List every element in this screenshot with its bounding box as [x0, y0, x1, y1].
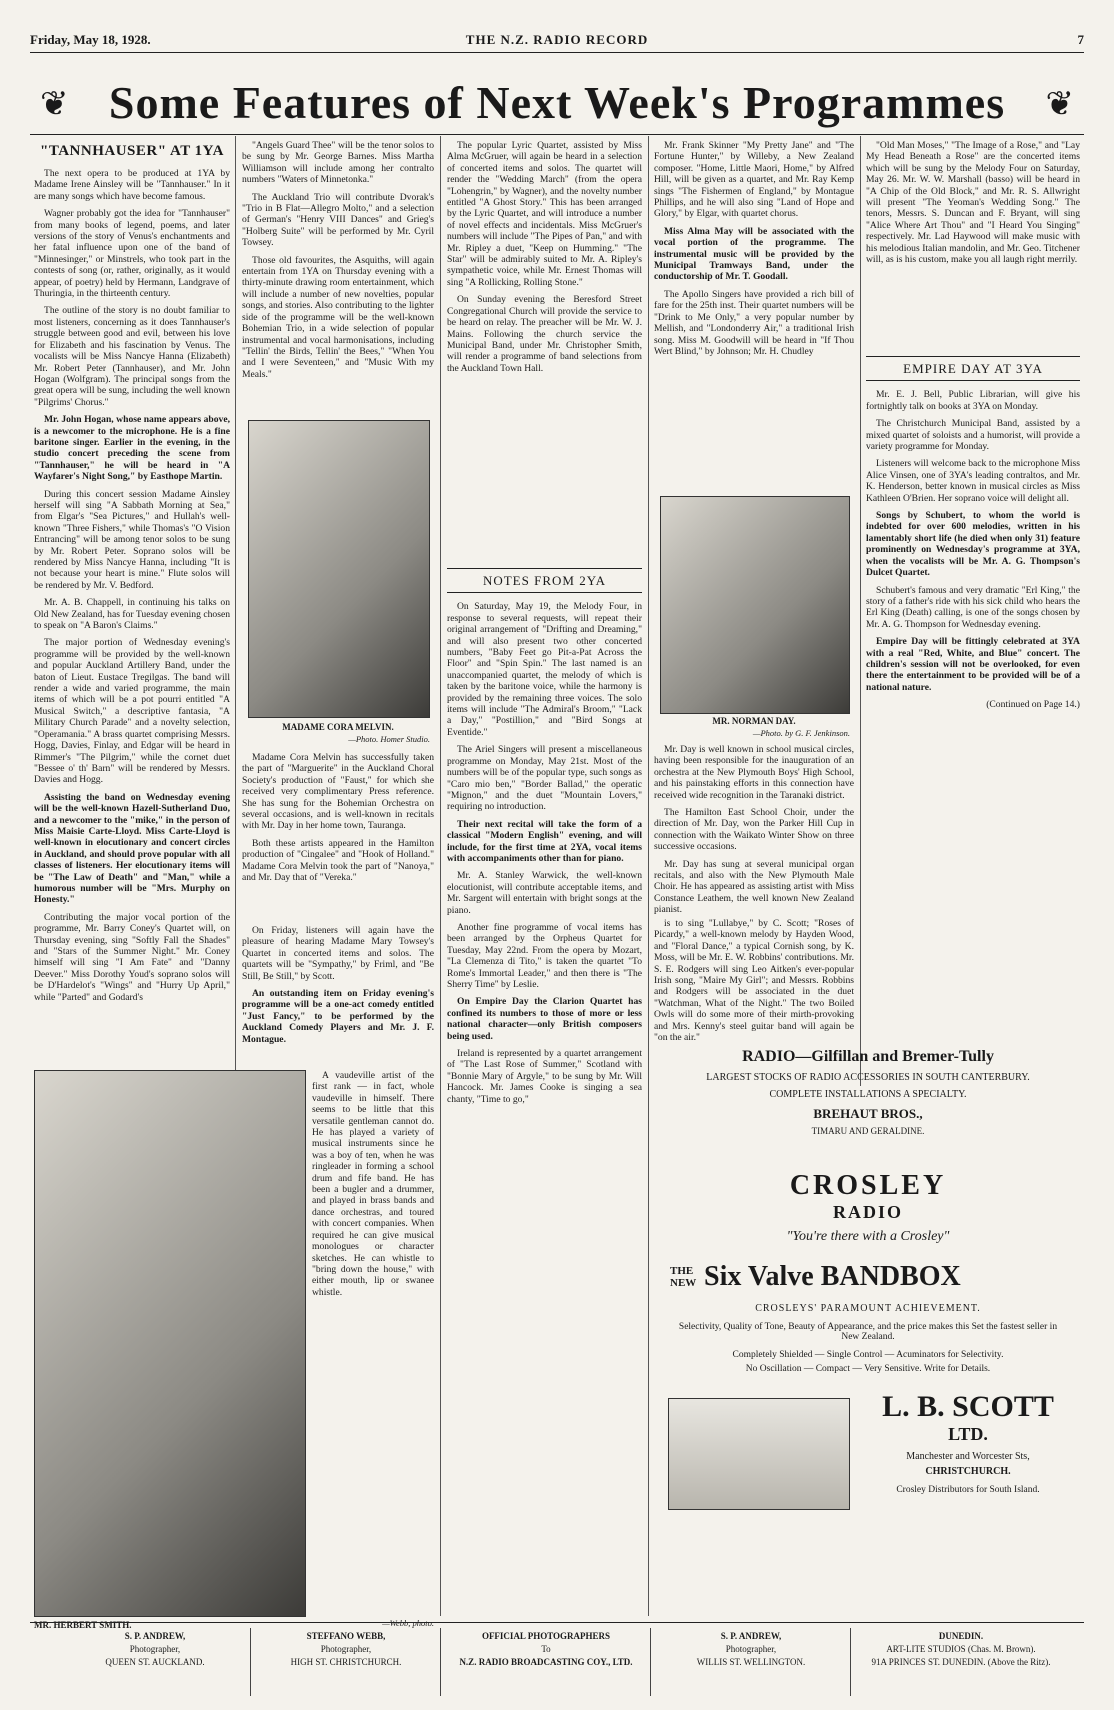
product-desc: Selectivity, Quality of Tone, Beauty of Appearance, and the price makes this Set the fastest seller in New Zealand.: [678, 1322, 1058, 1342]
paragraph: Contributing the major vocal portion of the programme, Mr. Barry Coney's Quartet will, on Thursday evening, sing "Softly Fall the Shades" and "Stars of the Summer Night." Mr. Coney himself will sing "I Am Fate" and "Danny Deever." Miss Dorothy Youd's soprano solos will be D'Hardelot's "Wings" and "Hurry Up April," while "Parted" and Godard's: [34, 911, 230, 1003]
paragraph-bold: Empire Day will be fittingly celebrated at 3YA with a real "Red, White, and Blue" concert. The children's session will not be overlooked, for even there the entertainment to be provided will be of a national nature.: [866, 636, 1080, 693]
paragraph: Mr. Day has sung at several municipal organ recitals, and also with the New Plymouth Male Choir. He has appeared as assisting artist with Miss Constance Leathem, the well known New Zealand pianist.: [654, 858, 854, 916]
advert-crosley: [658, 1170, 1078, 1620]
column-three-top: [447, 140, 642, 560]
photographer-title: To: [541, 1644, 551, 1654]
paragraph: The Hamilton East School Choir, under the direction of Mr. Day, won the Parker Hill Cup in connection with the Waikato Winter Show on three successive occasions.: [654, 807, 854, 853]
paragraph: Another fine programme of vocal items has been arranged by the Orpheus Quartet for Tuesday, May 22nd. From the opera by Mozart, "La Clemenza di Tito," is taken the quartet "To Rome's Immortal Leader," and then there is "The Sherry Time" by Leslie.: [447, 921, 642, 990]
paragraph: Schubert's famous and very dramatic "Erl King," the story of a father's ride with his sick child who hears the Erl King (Death) calling, is one of the songs chosen by Mr. A. G. Thompson for Wednesday evening.: [866, 584, 1080, 630]
header-rule: [30, 52, 1084, 53]
paragraph: On Sunday evening the Beresford Street Congregational Church will provide the service to be heard on relay. The preacher will be Mr. W. J. Mains. Following the church service the Municipal Band, under Mr. Christopher Smith, will render a programme of band selections from the Auckland Town Hall.: [447, 294, 642, 374]
dealer-ltd: LTD.: [948, 1424, 988, 1444]
herbert-smith-bio: [312, 1070, 434, 1605]
paragraph: The outline of the story is no doubt familiar to most listeners, concerning as it does Tannhauser's struggle between good and evil, between his love for Elizabeth and his fascination by Venus. The vocalists will be Miss Nancye Hanna (Elizabeth) Mr. Robert Peter (Tannhauser), and Mr. John Hogan (Wolfgram). The principal songs from the great opera will be sung, including the well known "Pilgrims' Chorus.": [34, 305, 230, 408]
paragraph: The Apollo Singers have provided a rich bill of fare for the 25th inst. Their quartet numbers will be "Drink to Me Only," a very popular number by Mellish, and "Londonderry Air," a traditional Irish song. Miss M. Goodwill will be heard in "If Thou Wert Blind," by Johnson; Mr. H. Chudley: [654, 288, 854, 357]
dealer-address: Manchester and Worcester Sts,: [906, 1451, 1030, 1462]
paragraph: Wagner probably got the idea for "Tannhauser" from many books of legend, poems, and later versions of the story of Venus's enchantments and her fatal influence upon one of the band of "Minnesinger," or Minstrels, who took part in the contests of song (or, rather, originally, as it would appear, of poetry) held by Hermann, Landgrave of Thuringia, in the thirteenth century.: [34, 208, 230, 300]
photo-caption: MR. HERBERT SMITH.: [34, 1620, 132, 1630]
photo-norman-day: [660, 496, 850, 714]
photo-credit: —Photo. Homer Studio.: [348, 734, 430, 744]
photographer-name: DUNEDIN.: [938, 1631, 984, 1641]
continued-note: (Continued on Page 14.): [986, 699, 1080, 711]
photo-cora-melvin: [248, 420, 430, 718]
photographer-box: [250, 1628, 441, 1696]
crosley-logo: CROSLEY: [789, 1170, 947, 1201]
photo-credit: —Photo. by G. F. Jenkinson.: [752, 728, 850, 738]
article-heading: "TANNHAUSER" AT 1YA: [40, 143, 224, 159]
column-notes-2ya: [447, 562, 642, 1612]
paragraph: A vaudeville artist of the first rank — in fact, whole vaudeville in himself. There seems to be little that this versatile gentleman cannot do. He has played a variety of musical instruments since he was a boy of ten, when he was ringleader in forming a school drum and fife band. He has been a bugler and a drummer, and played in brass bands and dance orchestras, and toured with concert companies. When required he can give musical monologues or character sketches. He can whistle to "bring down the house," with either mouth, lip or swanee whistle.: [312, 1070, 434, 1298]
advert-headline: RADIO—Gilfillan and Bremer-Tully: [742, 1048, 994, 1065]
paragraph: Madame Cora Melvin has successfully taken the part of "Marguerite" in the Auckland Choral Society's production of "Faust," for which she received very complimentary Press reference. She has sung for the Bohemian Orchestra on several occasions, and is well-known in recitals with Mr. Day in her home town, Tauranga.: [242, 752, 434, 832]
dealer-city: CHRISTCHURCH.: [925, 1466, 1011, 1477]
photographer-title: ART-LITE STUDIOS (Chas. M. Brown).: [886, 1644, 1036, 1654]
paragraph: "Old Man Moses," "The Image of a Rose," and "Lay My Head Beneath a Rose" are the concerted items which will be sung by the Melody Four on Saturday, May 26. Mr. W. W. Marshall (basso) will be heard in "A Chip of the Old Block," and Mr. R. S. Allwright will present "The Yeoman's Wedding Song." The tenors, Messrs. S. Duncan and F. Bryant, will sing "Alice Where Art Thou" and "I Heard You Singing" respectively. Mr. Lad Haywood will make music with his melodious Italian mandolin, and Mr. Geo. Titchener will, as is his custom, make you all laugh right merrily.: [866, 140, 1080, 266]
photo-caption: MADAME CORA MELVIN.: [282, 722, 394, 732]
paragraph-bold: Assisting the band on Wednesday evening will be the well-known Hazell-Sutherland Duo, and a newcomer to the "mike," in the person of Miss Maisie Carte-Lloyd. Miss Carte-Lloyd is well-known in elocutionary and concert circles in Auckland, and should prove popular with all classes of listeners. Her elocutionary items will be "The Law of Death" and "Man," while a humorous number will be "Mrs. Murphy on Honesty.": [34, 791, 230, 906]
page-header: [30, 28, 1084, 52]
photographer-name: S. P. ANDREW,: [124, 1631, 186, 1641]
photographer-title: Photographer,: [320, 1644, 372, 1654]
product-desc: Completely Shielded — Single Control — Acuminators for Selectivity.: [732, 1350, 1004, 1360]
product-name: Six Valve BANDBOX: [704, 1261, 961, 1292]
paragraph-bold: Songs by Schubert, to whom the world is indebted for over 600 melodies, written in his lamentably short life (he died when only 31) feature prominently on Wednesday's programme at 3YA, when the vocalists will be Mr. A. G. Thompson's Dulcet Quartet.: [866, 510, 1080, 579]
page-title: Some Features of Next Week's Programmes: [108, 77, 1006, 128]
advert-company: BREHAUT BROS.,: [813, 1106, 923, 1121]
page-number: 7: [1077, 32, 1084, 47]
paragraph: Ireland is represented by a quartet arrangement of "The Last Rose of Summer," Scotland with "Bonnie Mary of Argyle," to be sung by Mr. Will Hancock. Mr. James Cooke is singing a sea chanty, "Time to go,": [447, 1048, 642, 1105]
paragraph: Mr. A. B. Chappell, in continuing his talks on Old New Zealand, has for Tuesday evening chosen to speak on "A Baron's Claims.": [34, 597, 230, 632]
paragraph: Mr. A. Stanley Warwick, the well-known elocutionist, will contribute acceptable items, and Mr. Sargent will entertain with bright songs at the piano.: [447, 870, 642, 916]
paragraph: The popular Lyric Quartet, assisted by Miss Alma McGruer, will again be heard in a selection of concerted items and solos. The quartet will render the "Wedding March" (from the opera "Lohengrin," by Wagner), and the novelty number entitled "A Ghost Story." This has been arranged by the Lyric Quartet, and will introduce a number of novel effects and incidentals. Miss McGruer's numbers will include "The Pipes of Pan," and with Mr. Ripley a duet, "Keep on Humming." "The Star" will be admirably suited to Mr. A. Ripley's sympathetic voice, while Mr. Ernest Thomas will sing "A Rollicking, Rolling Stone.": [447, 140, 642, 288]
photographer-name: OFFICIAL PHOTOGRAPHERS: [481, 1631, 611, 1641]
advert-line: LARGEST STOCKS OF RADIO ACCESSORIES IN SOUTH CANTERBURY.: [706, 1072, 1030, 1083]
paragraph: The major portion of Wednesday evening's programme will be provided by the well-known and popular Auckland Artillery Band, under the baton of Lieut. Eustace Tregilgas. The band will render a wide and varied programme, the main items of which will be a pot pourri entitled "A Musical Switch," a descriptive fantasia, "A Military Church Parade" and a novelty selection, "Operamania." A brass quartet comprising Messrs. Hogg, Davies, Finlay, and Edgar will be heard in Rimmer's "The Pilgrim," while the cornet duet "Bessee o' th' Barn" will be rendered by Messrs. Davies and Hogg.: [34, 637, 230, 786]
dealer-note: Crosley Distributors for South Island.: [896, 1485, 1040, 1495]
column-tannhauser: [34, 140, 230, 1185]
paragraph: Mr. Day is well known in school musical circles, having been responsible for the inauguration of an orchestra at the New Plymouth Boys' High School, and his painstaking efforts in this connection have received wide recognition in the Taranaki district.: [654, 744, 854, 801]
bottom-rule: [30, 1622, 1084, 1623]
title-rule: [30, 134, 1084, 135]
achievement-line: CROSLEYS' PARAMOUNT ACHIEVEMENT.: [755, 1303, 981, 1314]
photographer-box: [440, 1628, 651, 1696]
paragraph: Mr. Frank Skinner "My Pretty Jane" and "The Fortune Hunter," by Willeby, a New Zealand composer. "Home, Little Maori, Home," by Alfred Hill, will be given as a quartet, and Mr. Ray Kemp sings "The Fishermen of England," by Montague Phillips, and he will also sing "Land of Hope and Glory," by Elgar, with quartet chorus.: [654, 140, 854, 220]
advert-location: TIMARU AND GERALDINE.: [811, 1126, 925, 1136]
paragraph-bold: An outstanding item on Friday evening's programme will be a one-act comedy entitled "Just Fancy," to be performed by the Auckland Comedy Players and Mr. J. F. Montague.: [242, 988, 434, 1045]
paragraph: The Christchurch Municipal Band, assisted by a mixed quartet of soloists and a humorist, will provide a variety programme for Monday.: [866, 418, 1080, 453]
photographer-address: 91A PRINCES ST. DUNEDIN. (Above the Ritz).: [871, 1657, 1051, 1667]
column-divider: [648, 136, 649, 1616]
photographer-box: [60, 1628, 250, 1696]
paragraph: On Friday, listeners will again have the pleasure of hearing Madame Mary Towsey's Quartet in concerted items and solos. The quartets will be "Sympathy," by Friml, and "Be Still, Be Still," by Scott.: [242, 925, 434, 982]
section-heading: NOTES FROM 2YA: [447, 568, 642, 593]
paragraph: The Auckland Trio will contribute Dvorak's "Trio in B Flat—Allegro Molto," and a selection of German's "Henry VIII Dances" and Grieg's "Holberg Suite" will be performed by Mr. Cyril Towsey.: [242, 191, 434, 249]
paragraph-bold: Their next recital will take the form of a classical "Modern English" evening, and will include, for the first time at 2YA, vocal items with accompaniments other than for piano.: [447, 818, 642, 864]
photographer-box: [650, 1628, 851, 1696]
paragraph: During this concert session Madame Ainsley herself will sing "A Sabbath Morning at Sea," from Elgar's "Sea Pictures," and Hullah's well-known "Three Fishers," while Thomas's "O Vision Entrancing" will be among tenor solos to be sung by Mr. Robert Peter. Soprano solos will be rendered by Miss Nancye Hanna, including "It is not because your heart is mine." Flute solos will be rendered by Mr. V. Bedford.: [34, 488, 230, 591]
column-four-bottom: [654, 744, 854, 916]
paragraph-bold: Miss Alma May will be associated with the vocal portion of the programme. The instrumental music will be provided by the Municipal Tramways Band, under the conductorship of Mr. T. Goodall.: [654, 225, 854, 283]
column-five-top: [866, 140, 1080, 345]
paragraph: The next opera to be produced at 1YA by Madame Irene Ainsley will be "Tannhauser." In it are many songs which have become famous.: [34, 168, 230, 202]
friday-notes: [242, 925, 434, 1060]
column-two-bottom: [242, 752, 434, 917]
photo-credit: —Webb, photo.: [382, 1618, 434, 1628]
paragraph: is to sing "Lullabye," by C. Scott; "Roses of Picardy," a well-known melody by Hayden Wood, and "Floral Dance," a typical Cornish song, by K. Moss, will be Mr. E. W. Robbins' contributions. Mr. S. E. Rodgers will sing Leo Aitken's ever-popular Irish song, "Maire My Girl"; and Messrs. Robbins and Rodgers will be associated in the duet "Watchman, What of the Night." The two Boiled Owls will do some more of their mirth-provoking and Mrs. Kenny's steel guitar band will again be "on the air.": [654, 918, 854, 1044]
column-four-top: [654, 140, 854, 490]
column-two-top: [242, 140, 434, 410]
column-empire-day: [866, 350, 1080, 1050]
photographer-title: Photographer,: [725, 1644, 777, 1654]
photographer-name: S. P. ANDREW,: [720, 1631, 782, 1641]
left-ornament-icon: ❦: [40, 86, 69, 123]
the-new-label: THE NEW: [670, 1265, 697, 1289]
photographer-title: Photographer,: [129, 1644, 181, 1654]
crosley-radio: RADIO: [832, 1202, 903, 1222]
column-divider: [860, 136, 861, 1086]
paragraph: Mr. E. J. Bell, Public Librarian, will give his fortnightly talk on books at 3YA on Monday.: [866, 389, 1080, 412]
advert-line: COMPLETE INSTALLATIONS A SPECIALTY.: [769, 1089, 967, 1100]
advert-brehaut-bros: [658, 1048, 1078, 1158]
product-desc: No Oscillation — Compact — Very Sensitive. Write for Details.: [745, 1364, 991, 1374]
paragraph: On Saturday, May 19, the Melody Four, in response to several requests, will repeat their original arrangement of "Drifting and Dreaming," and will also present two other concerted numbers, "Baby Feet go Pit-a-Pat Across the Floor" and "Spin Spin." The last named is an unaccompanied quartet, the melody of which is taken by the baritone voice, while the harmony is provided by the remaining three voices. The solo items will include "The Admiral's Broom," "Lack a Day," "Postillion," and "Bird Songs at Eventide.": [447, 601, 642, 738]
photographer-address: N.Z. RADIO BROADCASTING COY., LTD.: [459, 1657, 633, 1667]
newspaper-name: THE N.Z. RADIO RECORD: [465, 32, 649, 47]
photo-caption: MR. NORMAN DAY.: [712, 716, 796, 726]
paragraph: "Angels Guard Thee" will be the tenor solos to be sung by Mr. George Barnes. Miss Martha Williamson will include among her contralto numbers "Waters of Minnetonka.": [242, 140, 434, 186]
crosley-slogan: "You're there with a Crosley": [786, 1229, 950, 1244]
right-ornament-icon: ❦: [1045, 86, 1074, 123]
dealer-name: L. B. SCOTT: [882, 1390, 1054, 1423]
column-four-continued: [654, 918, 854, 1044]
section-heading: EMPIRE DAY AT 3YA: [866, 356, 1080, 381]
photographer-address: QUEEN ST. AUCKLAND.: [105, 1657, 205, 1667]
photographer-box: [850, 1628, 1071, 1696]
paragraph-bold: Mr. John Hogan, whose name appears above, is a newcomer to the microphone. He is a fine baritone singer. Earlier in the evening, in the studio concert preceding the scene from "Tannhauser," he will be heard in "A Wayfarer's Night Song," by Easthope Martin.: [34, 414, 230, 483]
photographer-address: WILLIS ST. WELLINGTON.: [696, 1657, 806, 1667]
paragraph: Both these artists appeared in the Hamilton production of "Cingalee" and "Hook of Holland." Madame Cora Melvin took the part of "Nanoya," and Mr. Day that of "Vereka.": [242, 837, 434, 884]
issue-date: Friday, May 18, 1928.: [30, 32, 151, 47]
radio-set-image: [668, 1398, 850, 1510]
photographer-name: STEFFANO WEBB,: [306, 1631, 386, 1641]
paragraph: Those old favourites, the Asquiths, will again entertain from 1YA on Thursday evening with a thirty-minute drawing room entertainment, which will include a number of new novelties, popular songs, and stories. Also contributing to the lighter side of the programme will be the well-known Bohemian Trio, in a wide selection of popular instrumental and vocal harmonisations, including "Tellin' the Birds, Tellin' the Bees," "When You and I were Seventeen," and "Music With my Meals.": [242, 254, 434, 380]
paragraph: Listeners will welcome back to the microphone Miss Alice Vinsen, one of 3YA's leading contraltos, and Mr. K. Henderson, better known in musical circles as Miss Kathleen O'Brien. Her soprano voice will delight all.: [866, 458, 1080, 504]
photographer-address: HIGH ST. CHRISTCHURCH.: [290, 1657, 402, 1667]
paragraph-bold: On Empire Day the Clarion Quartet has confined its numbers to those of more or less national character—only British composers being used.: [447, 996, 642, 1042]
photo-herbert-smith: [34, 1070, 306, 1617]
column-divider: [440, 136, 441, 1616]
paragraph: The Ariel Singers will present a miscellaneous programme on Monday, May 21st. Most of the numbers will be of the popular type, such songs as "Caro mio ben," "Border Ballad," the operatic "Mignon," and the duet "Mountain Lovers," requiring no introduction.: [447, 744, 642, 813]
